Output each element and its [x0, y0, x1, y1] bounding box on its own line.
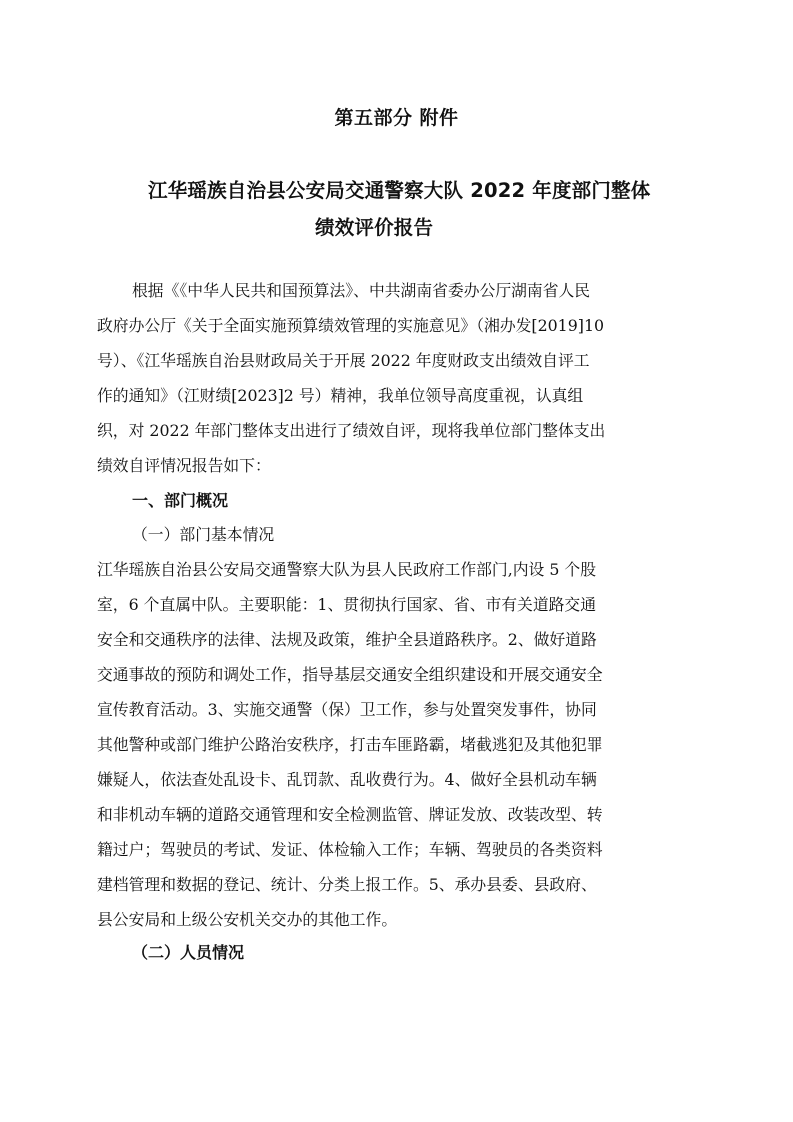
- intro-line: 号）、《江华瑶族自治县财政局关于开展 2022 年度财政支出绩效自评工: [97, 351, 590, 370]
- body-line: 县公安局和上级公安机关交办的其他工作。: [97, 910, 398, 929]
- intro-line: 绩效自评情况报告如下：: [97, 456, 271, 475]
- body-line: 安全和交通秩序的法律、法规及政策，维护全县道路秩序。2、做好道路: [97, 630, 597, 649]
- body-line: 交通事故的预防和调处工作，指导基层交通安全组织建设和开展交通安全: [97, 665, 603, 684]
- body-line: 其他警种或部门维护公路治安秩序，打击车匪路霸，堵截逃犯及其他犯罪: [97, 735, 603, 754]
- subsection-heading: （一）部门基本情况: [132, 525, 275, 544]
- report-title: [148, 172, 688, 246]
- body-line: 嫌疑人，依法查处乱设卡、乱罚款、乱收费行为。4、做好全县机动车辆: [97, 770, 597, 789]
- intro-line: 政府办公厅《关于全面实施预算绩效管理的实施意见》（湘办发[2019]10: [97, 316, 605, 335]
- intro-line: 织，对 2022 年部门整体支出进行了绩效自评，现将我单位部门整体支出: [97, 421, 606, 440]
- intro-line: 作的通知》（江财绩[2023]2 号）精神，我单位领导高度重视，认真组: [97, 386, 584, 405]
- intro-line: 根据《《中华人民共和国预算法》、中共湖南省委办公厅湖南省人民: [132, 281, 591, 300]
- department-overview-paragraph: [97, 552, 707, 937]
- body-line: 籍过户；驾驶员的考试、发证、体检输入工作；车辆、驾驶员的各类资料: [97, 840, 603, 859]
- body-line: 江华瑶族自治县公安局交通警察大队为县人民政府工作部门,内设 5 个股: [97, 560, 597, 579]
- body-line: 建档管理和数据的登记、统计、分类上报工作。5、承办县委、县政府、: [97, 875, 597, 894]
- body-line: 室，6 个直属中队。主要职能：1、贯彻执行国家、省、市有关道路交通: [97, 595, 597, 614]
- subsection-heading-personnel: （二）人员情况: [132, 943, 245, 962]
- report-title-line1: 江华瑶族自治县公安局交通警察大队 2022 年度部门整体: [148, 179, 651, 202]
- intro-paragraph: [97, 273, 707, 483]
- section-heading: 一、部门概况: [132, 491, 229, 510]
- report-title-line2: 绩效评价报告: [315, 216, 434, 239]
- body-line: 和非机动车辆的道路交通管理和安全检测监管、牌证发放、改装改型、转: [97, 805, 603, 824]
- part-title: 第五部分 附件: [334, 107, 459, 129]
- body-line: 宣传教育活动。3、实施交通警（保）卫工作，参与处置突发事件，协同: [97, 700, 597, 719]
